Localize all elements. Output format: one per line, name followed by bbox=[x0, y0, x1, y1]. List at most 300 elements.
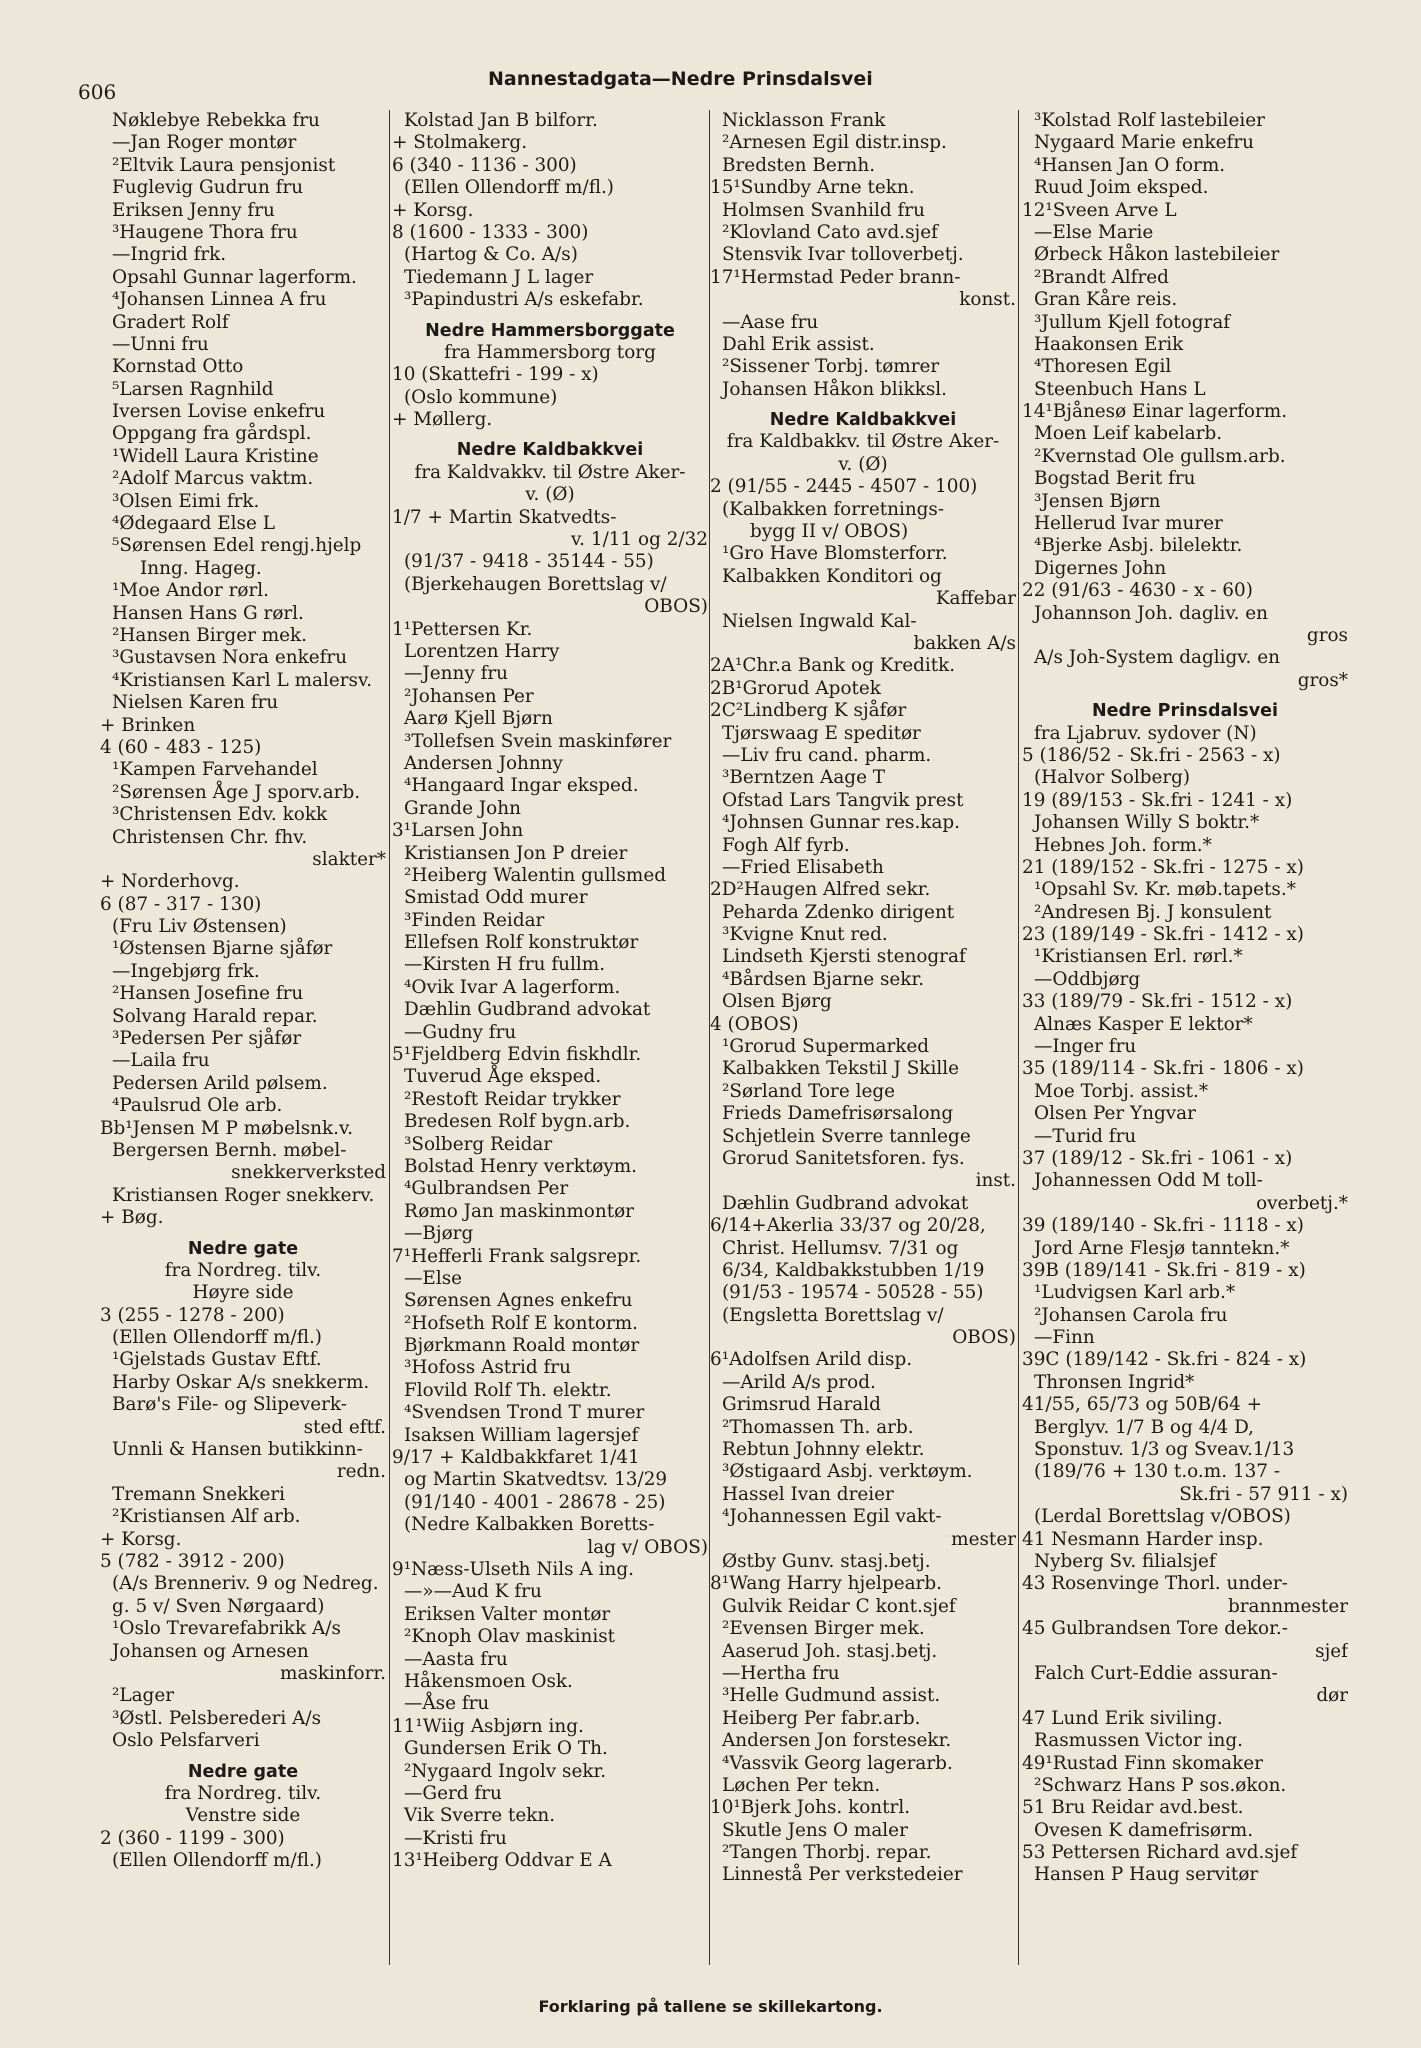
directory-line: fra Kaldvakkv. til Østre Aker- bbox=[414, 461, 686, 483]
directory-line: Flovild Rolf Th. elektr. bbox=[404, 1379, 612, 1401]
directory-line: Peharda Zdenko dirigent bbox=[722, 901, 955, 923]
directory-line: 9¹Næss-Ulseth Nils A ing. bbox=[392, 1559, 634, 1580]
directory-line: Ørbeck Håkon lastebileier bbox=[1034, 244, 1280, 266]
directory-line: 53 Pettersen Richard avd.sjef bbox=[1022, 1842, 1298, 1864]
directory-line: Holmsen Svanhild fru bbox=[722, 199, 925, 221]
directory-line: —Bjørg bbox=[404, 1223, 474, 1245]
directory-line: Ovesen K damefrisørm. bbox=[1034, 1819, 1254, 1841]
directory-line: 47 Lund Erik siviling. bbox=[1022, 1707, 1223, 1729]
directory-line: v. 1/11 og 2/32 bbox=[570, 529, 708, 551]
directory-line: ²Andresen Bj. J konsulent bbox=[1034, 901, 1272, 923]
directory-line: ²Arnesen Egil distr.insp. bbox=[722, 132, 947, 154]
directory-line: ²Hansen Josefine fru bbox=[112, 983, 304, 1005]
directory-line: g. 5 v/ Sven Nørgaard) bbox=[112, 1595, 325, 1617]
directory-line: ⁵Larsen Ragnhild bbox=[112, 378, 274, 400]
directory-line: 4 (60 - 483 - 125) bbox=[100, 736, 262, 758]
directory-line: 7¹Hefferli Frank salgsrepr. bbox=[392, 1245, 642, 1267]
running-head: Nannestadgata—Nedre Prinsdalsvei bbox=[488, 68, 873, 90]
directory-line: Nyberg Sv. filialsjef bbox=[1034, 1551, 1216, 1572]
directory-line: bakken A/s bbox=[913, 632, 1016, 654]
directory-line: ³Jullum Kjell fotograf bbox=[1034, 311, 1231, 333]
directory-line: Johansen Håkon blikksl. bbox=[722, 378, 948, 400]
directory-line: Hansen Hans G rørl. bbox=[112, 602, 304, 624]
directory-line: Pedersen Arild pølsem. bbox=[112, 1072, 328, 1094]
directory-line: Johannson Joh. dagliv. en bbox=[1034, 602, 1269, 624]
directory-line: Tremann Snekkeri bbox=[112, 1483, 286, 1505]
directory-line: ³Østl. Pelsberederi A/s bbox=[112, 1707, 322, 1729]
street-heading: Nedre Kaldbakkvei bbox=[456, 440, 644, 461]
directory-line: Kristiansen Jon P dreier bbox=[404, 842, 628, 864]
directory-line: Nielsen Karen fru bbox=[112, 692, 279, 714]
directory-line: ⁴Ovik Ivar A lagerform. bbox=[404, 976, 621, 998]
directory-line: Smistad Odd murer bbox=[404, 887, 588, 909]
directory-line: bygg II v/ OBOS) bbox=[750, 521, 909, 543]
directory-line: ³Pedersen Per sjåfør bbox=[112, 1028, 302, 1050]
directory-line: Ellefsen Rolf konstruktør bbox=[404, 932, 639, 954]
directory-line: snekkerverksted bbox=[231, 1162, 386, 1184]
directory-line: Stensvik Ivar tolloverbetj. bbox=[722, 244, 964, 266]
directory-line: ⁴Svendsen Trond T murer bbox=[404, 1402, 645, 1424]
directory-line: 2 (91/55 - 2445 - 4507 - 100) bbox=[710, 476, 978, 498]
directory-line: Isaksen William lagersjef bbox=[404, 1424, 639, 1446]
directory-line: —Liv fru cand. pharm. bbox=[722, 744, 932, 766]
directory-line: (Nedre Kalbakken Boretts- bbox=[404, 1514, 655, 1536]
directory-line: ³Olsen Eimi frk. bbox=[112, 490, 260, 512]
directory-line: Ofstad Lars Tangvik prest bbox=[722, 789, 964, 811]
street-heading: Nedre Prinsdalsvei bbox=[1092, 701, 1278, 722]
directory-line: —Inger fru bbox=[1034, 1036, 1137, 1058]
directory-line: fra Hammersborg torg bbox=[444, 341, 656, 363]
directory-line: Jord Arne Flesjø tanntekn.* bbox=[1034, 1237, 1290, 1259]
directory-line: konst. bbox=[959, 289, 1016, 311]
directory-line: brannmester bbox=[1227, 1595, 1348, 1617]
directory-line: Johansen Willy S boktr.* bbox=[1034, 812, 1260, 834]
directory-line: 15¹Sundby Arne tekn. bbox=[710, 177, 915, 199]
directory-line: (Bjerkehaugen Borettslag v/ bbox=[404, 573, 667, 595]
directory-line: ³Helle Gudmund assist. bbox=[722, 1685, 941, 1707]
directory-line: —Åse fru bbox=[404, 1693, 490, 1715]
directory-line: Dahl Erik assist. bbox=[722, 333, 875, 355]
directory-line: ²Sørensen Åge J sporv.arb. bbox=[112, 781, 361, 803]
directory-line: ¹Oslo Trevarefabrikk A/s bbox=[112, 1618, 341, 1640]
directory-line: ⁴Paulsrud Ole arb. bbox=[112, 1095, 283, 1117]
directory-line: Olsen Per Yngvar bbox=[1034, 1103, 1196, 1125]
directory-line: —Kirsten H fru fullm. bbox=[404, 954, 606, 976]
directory-line: Håkensmoen Osk. bbox=[404, 1670, 573, 1692]
directory-line: Rebtun Johnny elektr. bbox=[722, 1439, 925, 1461]
directory-line: + Brinken bbox=[100, 714, 196, 736]
directory-line: + Stolmakerg. bbox=[392, 132, 528, 154]
directory-line: 39C (189/142 - Sk.fri - 824 - x) bbox=[1022, 1349, 1307, 1371]
directory-line: 2 (360 - 1199 - 300) bbox=[100, 1827, 285, 1849]
directory-line: Alnæs Kasper E lektor* bbox=[1034, 1013, 1253, 1035]
street-heading: Nedre Hammersborggate bbox=[425, 320, 675, 341]
column-3 bbox=[710, 110, 1016, 1887]
directory-line: + Møllerg. bbox=[392, 409, 493, 431]
directory-line: Rømo Jan maskinmontør bbox=[404, 1200, 634, 1222]
directory-line: ¹Ludvigsen Karl arb.* bbox=[1034, 1282, 1236, 1304]
directory-line: Nøklebye Rebekka fru bbox=[112, 110, 320, 131]
directory-line: (Fru Liv Østensen) bbox=[112, 916, 287, 938]
directory-line: ³Jensen Bjørn bbox=[1034, 490, 1161, 512]
directory-line: ⁴Ødegaard Else L bbox=[112, 513, 275, 535]
column-rule-1 bbox=[389, 110, 390, 1965]
directory-line: Johansen og Arnesen bbox=[112, 1640, 309, 1662]
directory-line: 49¹Rustad Finn skomaker bbox=[1022, 1752, 1263, 1774]
directory-line: ²Restoft Reidar trykker bbox=[404, 1088, 621, 1110]
directory-line: ⁴Kristiansen Karl L malersv. bbox=[112, 669, 373, 691]
street-heading: Nedre gate bbox=[187, 1761, 299, 1782]
directory-line: Johannessen Odd M toll- bbox=[1034, 1170, 1263, 1192]
directory-line: + Bøg. bbox=[100, 1207, 164, 1229]
directory-line: Oslo Pelsfarveri bbox=[112, 1730, 260, 1752]
directory-line: 6 (340 - 1136 - 300) bbox=[392, 154, 577, 176]
directory-line: 39B (189/141 - Sk.fri - 819 - x) bbox=[1022, 1259, 1306, 1281]
directory-line: ³Haugene Thora fru bbox=[112, 221, 298, 243]
directory-line: Løchen Per tekn. bbox=[722, 1774, 881, 1796]
directory-line: (189/76 + 130 t.o.m. 137 - bbox=[1034, 1461, 1281, 1483]
directory-line: fra Nordreg. tilv. bbox=[164, 1259, 322, 1281]
directory-line: ²Kristiansen Alf arb. bbox=[112, 1506, 301, 1528]
directory-line: (Oslo kommune) bbox=[404, 386, 558, 408]
directory-line: Aarø Kjell Bjørn bbox=[404, 708, 553, 730]
directory-line: Iversen Lovise enkefru bbox=[112, 401, 326, 423]
directory-line: ²Knoph Olav maskinist bbox=[404, 1626, 616, 1648]
directory-line: 2D²Haugen Alfred sekr. bbox=[710, 879, 931, 901]
directory-line: (Lerdal Borettslag v/OBOS) bbox=[1034, 1506, 1291, 1528]
directory-line: 19 (89/153 - Sk.fri - 1241 - x) bbox=[1022, 789, 1293, 811]
directory-line: Haakonsen Erik bbox=[1034, 333, 1184, 355]
directory-line: Tiedemann J L lager bbox=[404, 266, 594, 288]
directory-line: ²Johansen Per bbox=[404, 685, 534, 707]
directory-line: (Kalbakken forretnings- bbox=[722, 498, 945, 520]
directory-line: Nicklasson Frank bbox=[722, 110, 886, 131]
directory-line: 5 (782 - 3912 - 200) bbox=[100, 1551, 285, 1572]
directory-line: ⁴Bårdsen Bjarne sekr. bbox=[722, 968, 925, 990]
directory-line: + Korsg. bbox=[392, 199, 474, 221]
directory-line: ¹Moe Andor rørl. bbox=[112, 580, 269, 602]
directory-line: ¹Kampen Farvehandel bbox=[112, 759, 318, 781]
directory-line: Olsen Bjørg bbox=[722, 991, 832, 1013]
directory-line: Sørensen Agnes enkefru bbox=[404, 1290, 633, 1312]
directory-line: ⁴Johansen Linnea A fru bbox=[112, 289, 327, 311]
directory-line: 6/34, Kaldbakkstubben 1/19 bbox=[722, 1259, 985, 1281]
directory-line: Venstre side bbox=[185, 1805, 301, 1827]
directory-line: ⁴Thoresen Egil bbox=[1034, 356, 1172, 378]
directory-line: Nielsen Ingwald Kal- bbox=[722, 610, 917, 632]
directory-line: Hebnes Joh. form.* bbox=[1034, 834, 1212, 856]
directory-line: ⁴Bjerke Asbj. bilelektr. bbox=[1034, 535, 1243, 557]
directory-line: Bogstad Berit fru bbox=[1034, 468, 1196, 490]
directory-line: ²Johansen Carola fru bbox=[1034, 1304, 1228, 1326]
directory-line: Oppgang fra gårdspl. bbox=[112, 423, 312, 445]
directory-line: 5¹Fjeldberg Edvin fiskhdlr. bbox=[392, 1044, 642, 1066]
street-heading: Nedre Kaldbakkvei bbox=[769, 410, 957, 431]
directory-line: ³Kvigne Knut red. bbox=[722, 924, 888, 946]
directory-line: Nygaard Marie enkefru bbox=[1034, 132, 1254, 154]
directory-line: ¹Kristiansen Erl. rørl.* bbox=[1034, 946, 1243, 968]
directory-line: ⁴Hansen Jan O form. bbox=[1034, 154, 1226, 176]
directory-line: Tuverud Åge eksped. bbox=[404, 1066, 602, 1088]
directory-line: ³Tollefsen Svein maskinfører bbox=[404, 730, 672, 752]
directory-line: 17¹Hermstad Peder brann- bbox=[710, 266, 961, 288]
directory-line: Dæhlin Gudbrand advokat bbox=[722, 1192, 969, 1214]
directory-line: 12¹Sveen Arve L bbox=[1022, 199, 1177, 221]
directory-line: maskinforr. bbox=[280, 1662, 386, 1684]
directory-line: 5 (186/52 - Sk.fri - 2563 - x) bbox=[1022, 744, 1281, 766]
directory-line: sted eftf. bbox=[303, 1416, 386, 1438]
directory-line: 1/7 + Martin Skatvedts- bbox=[392, 506, 617, 528]
directory-line: 10 (Skattefri - 199 - x) bbox=[392, 364, 599, 386]
directory-line: ⁴Johnsen Gunnar res.kap. bbox=[722, 812, 961, 834]
directory-line: Bergersen Bernh. møbel- bbox=[112, 1139, 347, 1161]
footer-note: Forklaring på tallene se skillekartong. bbox=[538, 1997, 883, 2016]
directory-line: —Gudny fru bbox=[404, 1021, 517, 1043]
directory-line: 8 (1600 - 1333 - 300) bbox=[392, 221, 589, 243]
directory-line: Digernes John bbox=[1034, 557, 1167, 579]
directory-line: Lorentzen Harry bbox=[404, 640, 560, 662]
directory-line: ²Adolf Marcus vaktm. bbox=[112, 468, 314, 490]
directory-line: ²Tangen Thorbj. repar. bbox=[722, 1842, 932, 1864]
directory-line: ²Heiberg Walentin gullsmed bbox=[404, 864, 666, 886]
directory-line: 6 (87 - 317 - 130) bbox=[100, 893, 262, 915]
directory-line: Tjørswaag E speditør bbox=[722, 722, 921, 744]
directory-line: Bredesen Rolf bygn.arb. bbox=[404, 1111, 631, 1133]
directory-line: 51 Bru Reidar avd.best. bbox=[1022, 1797, 1244, 1819]
directory-line: ²Klovland Cato avd.sjef bbox=[722, 221, 938, 243]
directory-line: —Gerd fru bbox=[404, 1782, 502, 1804]
directory-line: ³Solberg Reidar bbox=[404, 1133, 553, 1155]
directory-line: og Martin Skatvedtsv. 13/29 bbox=[404, 1469, 668, 1491]
directory-line: Andersen Johnny bbox=[404, 752, 563, 774]
directory-line: gros* bbox=[1297, 669, 1348, 691]
directory-line: ¹Grorud Supermarked bbox=[722, 1036, 930, 1058]
directory-line: —Jan Roger montør bbox=[112, 132, 297, 154]
directory-line: Solvang Harald repar. bbox=[112, 1005, 318, 1027]
directory-line: Linnestå Per verkstedeier bbox=[722, 1864, 963, 1886]
directory-line: 35 (189/114 - Sk.fri - 1806 - x) bbox=[1022, 1058, 1304, 1080]
directory-line: Hansen P Haug servitør bbox=[1034, 1864, 1259, 1886]
directory-line: 13¹Heiberg Oddvar E A bbox=[392, 1850, 612, 1872]
directory-line: 22 (91/63 - 4630 - x - 60) bbox=[1022, 580, 1253, 602]
directory-line: (Ellen Ollendorff m/fl.) bbox=[404, 177, 614, 199]
directory-line: 21 (189/152 - Sk.fri - 1275 - x) bbox=[1022, 856, 1304, 878]
directory-line: ²Lager bbox=[112, 1685, 174, 1707]
directory-line: 9/17 + Kaldbakkfaret 1/41 bbox=[392, 1447, 640, 1469]
directory-line: ⁴Vassvik Georg lagerarb. bbox=[722, 1752, 953, 1774]
directory-line: Gundersen Erik O Th. bbox=[404, 1738, 608, 1760]
directory-line: ¹Gro Have Blomsterforr. bbox=[722, 543, 948, 565]
directory-line: —Finn bbox=[1034, 1327, 1095, 1349]
directory-line: Barø's File- og Slipeverk- bbox=[112, 1394, 347, 1416]
directory-line: A/s Joh-System dagligv. en bbox=[1034, 647, 1280, 669]
column-4 bbox=[1022, 110, 1348, 1887]
directory-line: 23 (189/149 - Sk.fri - 1412 - x) bbox=[1022, 924, 1304, 946]
directory-line: Dæhlin Gudbrand advokat bbox=[404, 999, 651, 1021]
directory-line: 4 (OBOS) bbox=[710, 1013, 799, 1035]
directory-line: OBOS) bbox=[644, 596, 708, 618]
directory-line: Bjørkmann Roald montør bbox=[404, 1335, 640, 1357]
directory-line: mester bbox=[951, 1528, 1016, 1550]
column-2 bbox=[392, 110, 708, 1872]
directory-line: Østby Gunv. stasj.betj. bbox=[722, 1551, 931, 1572]
directory-line: 2C²Lindberg K sjåfør bbox=[710, 700, 907, 722]
directory-line: inst. bbox=[975, 1170, 1016, 1192]
directory-line: —Oddbjørg bbox=[1034, 968, 1141, 990]
directory-line: Steenbuch Hans L bbox=[1034, 378, 1206, 400]
directory-line: Harby Oskar A/s snekkerm. bbox=[112, 1371, 370, 1393]
directory-line: —Jenny fru bbox=[404, 663, 509, 685]
directory-line: —Kristi fru bbox=[404, 1827, 507, 1849]
directory-line: ²Eltvik Laura pensjonist bbox=[112, 154, 336, 176]
directory-line: + Norderhovg. bbox=[100, 871, 240, 893]
directory-line: Kalbakken Konditori og bbox=[722, 565, 942, 587]
directory-line: 1¹Pettersen Kr. bbox=[392, 618, 533, 640]
directory-line: ²Thomassen Th. arb. bbox=[722, 1416, 914, 1438]
column-rule-3 bbox=[1018, 110, 1019, 1965]
directory-line: —Aasta fru bbox=[404, 1648, 508, 1670]
street-heading: Nedre gate bbox=[187, 1238, 299, 1259]
directory-line: ⁴Hangaard Ingar eksped. bbox=[404, 775, 639, 797]
directory-line: —Laila fru bbox=[112, 1050, 210, 1072]
directory-line: Grimsrud Harald bbox=[722, 1394, 881, 1416]
column-1 bbox=[100, 110, 386, 1872]
directory-line: —Ingebjørg frk. bbox=[112, 960, 260, 982]
directory-line: fra Ljabruv. sydover (N) bbox=[1034, 722, 1257, 744]
directory-line: Heiberg Per fabr.arb. bbox=[722, 1707, 921, 1729]
directory-line: Falch Curt-Eddie assuran- bbox=[1034, 1662, 1278, 1684]
directory-line: Gradert Rolf bbox=[112, 311, 229, 333]
directory-line: 41/55, 65/73 og 50B/64 + bbox=[1022, 1394, 1262, 1416]
directory-line: Fogh Alf fyrb. bbox=[722, 834, 850, 856]
directory-line: Bredsten Bernh. bbox=[722, 154, 876, 176]
directory-line: Høyre side bbox=[192, 1282, 294, 1304]
directory-line: slakter* bbox=[312, 848, 386, 870]
directory-line: v. (Ø) bbox=[525, 484, 575, 506]
page-number: 606 bbox=[78, 80, 117, 104]
directory-line: Moen Leif kabelarb. bbox=[1034, 423, 1223, 445]
directory-line: ⁴Gulbrandsen Per bbox=[404, 1178, 569, 1200]
directory-line: ²Sissener Torbj. tømrer bbox=[722, 356, 940, 378]
directory-line: Sponstuv. 1/3 og Sveav.1/13 bbox=[1034, 1439, 1295, 1461]
directory-line: Unnli & Hansen butikkinn- bbox=[112, 1439, 363, 1461]
directory-line: (Halvor Solberg) bbox=[1034, 767, 1191, 789]
directory-line: —Fried Elisabeth bbox=[722, 856, 884, 878]
directory-line: ³Papindustri A/s eskefabr. bbox=[404, 289, 644, 311]
directory-line: ²Kvernstad Ole gullsm.arb. bbox=[1034, 445, 1286, 467]
directory-line: Grorud Sanitetsforen. fys. bbox=[722, 1147, 965, 1169]
directory-line: Frieds Damefrisørsalong bbox=[722, 1103, 954, 1125]
directory-line: Lindseth Kjersti stenograf bbox=[722, 946, 966, 968]
directory-line: ²Schwarz Hans P sos.økon. bbox=[1034, 1774, 1287, 1796]
directory-line: ²Sørland Tore lege bbox=[722, 1080, 895, 1102]
directory-line: ²Evensen Birger mek. bbox=[722, 1618, 925, 1640]
directory-line: Schjetlein Sverre tannlege bbox=[722, 1125, 971, 1147]
directory-line: Ruud Joim eksped. bbox=[1034, 177, 1209, 199]
directory-line: OBOS) bbox=[952, 1327, 1016, 1349]
directory-line: —Ingrid frk. bbox=[112, 244, 227, 266]
directory-line: 6¹Adolfsen Arild disp. bbox=[710, 1349, 913, 1371]
directory-line: sjef bbox=[1315, 1640, 1348, 1662]
directory-line: Berglyv. 1/7 B og 4/4 D, bbox=[1034, 1416, 1255, 1438]
directory-line: ¹Østensen Bjarne sjåfør bbox=[112, 938, 333, 960]
directory-line: ⁵Sørensen Edel rengj.hjelp bbox=[112, 535, 362, 557]
directory-line: —»—Aud K fru bbox=[404, 1581, 542, 1603]
directory-line: ¹Gjelstads Gustav Eftf. bbox=[112, 1349, 322, 1371]
directory-line: overbetj.* bbox=[1256, 1192, 1348, 1214]
directory-line: Grande John bbox=[404, 797, 521, 819]
directory-line: ²Hansen Birger mek. bbox=[112, 624, 308, 646]
directory-line: ⁴Johannessen Egil vakt- bbox=[722, 1506, 942, 1528]
directory-line: Opsahl Gunnar lagerform. bbox=[112, 266, 357, 288]
directory-line: ³Hofoss Astrid fru bbox=[404, 1357, 571, 1379]
directory-line: Rasmussen Victor ing. bbox=[1034, 1730, 1243, 1752]
directory-line: ¹Opsahl Sv. Kr. møb.tapets.* bbox=[1034, 879, 1296, 901]
directory-line: ²Brandt Alfred bbox=[1034, 266, 1169, 288]
directory-line: redn. bbox=[336, 1461, 386, 1483]
directory-line: 3 (255 - 1278 - 200) bbox=[100, 1304, 285, 1326]
directory-line: 33 (189/79 - Sk.fri - 1512 - x) bbox=[1022, 991, 1293, 1013]
directory-line: —Hertha fru bbox=[722, 1662, 840, 1684]
directory-line: ³Kolstad Rolf lastebileier bbox=[1034, 110, 1265, 131]
directory-line: Sk.fri - 57 911 - x) bbox=[1179, 1483, 1348, 1505]
directory-line: (91/140 - 4001 - 28678 - 25) bbox=[404, 1491, 666, 1513]
directory-line: (Hartog & Co. A/s) bbox=[404, 244, 578, 266]
directory-line: Thronsen Ingrid* bbox=[1034, 1371, 1195, 1393]
directory-line: (Ellen Ollendorff m/fl.) bbox=[112, 1327, 322, 1349]
directory-line: + Korsg. bbox=[100, 1528, 182, 1550]
directory-line: Christ. Hellumsv. 7/31 og bbox=[722, 1237, 959, 1259]
directory-line: 8¹Wang Harry hjelpearb. bbox=[710, 1573, 942, 1595]
directory-line: ³Berntzen Aage T bbox=[722, 767, 886, 789]
directory-line: (Ellen Ollendorff m/fl.) bbox=[112, 1850, 322, 1872]
directory-line: (A/s Brenneriv. 9 og Nedreg. bbox=[112, 1573, 379, 1595]
directory-line: Kolstad Jan B bilforr. bbox=[404, 110, 598, 131]
directory-line: ²Nygaard Ingolv sekr. bbox=[404, 1760, 607, 1782]
directory-line: Bolstad Henry verktøym. bbox=[404, 1155, 638, 1177]
directory-line: 2A¹Chr.a Bank og Kreditk. bbox=[710, 655, 956, 677]
directory-line: Andersen Jon forstesekr. bbox=[722, 1730, 952, 1752]
directory-line: dør bbox=[1316, 1685, 1348, 1707]
directory-line: (Engsletta Borettslag v/ bbox=[722, 1304, 944, 1326]
directory-line: Bb¹Jensen M P møbelsnk.v. bbox=[100, 1117, 354, 1139]
directory-line: Gran Kåre reis. bbox=[1034, 289, 1178, 311]
directory-line: v. (Ø) bbox=[838, 453, 888, 475]
directory-line: ¹Widell Laura Kristine bbox=[112, 445, 319, 467]
directory-line: Skutle Jens O maler bbox=[722, 1819, 908, 1841]
directory-line: Kornstad Otto bbox=[112, 356, 244, 378]
directory-line: (91/53 - 19574 - 50528 - 55) bbox=[722, 1282, 984, 1304]
directory-line: gros bbox=[1306, 624, 1348, 646]
directory-line: —Turid fru bbox=[1034, 1125, 1137, 1147]
directory-line: 45 Gulbrandsen Tore dekor.- bbox=[1022, 1618, 1288, 1640]
directory-line: (91/37 - 9418 - 35144 - 55) bbox=[404, 551, 654, 573]
directory-line: 43 Rosenvinge Thorl. under- bbox=[1022, 1573, 1288, 1595]
directory-line: 2B¹Grorud Apotek bbox=[710, 677, 881, 699]
directory-line: Fuglevig Gudrun fru bbox=[112, 177, 304, 199]
directory-line: 39 (189/140 - Sk.fri - 1118 - x) bbox=[1022, 1215, 1304, 1237]
directory-line: Kaffebar bbox=[935, 588, 1016, 610]
directory-line: ²Hofseth Rolf E kontorm. bbox=[404, 1312, 639, 1334]
directory-line: 37 (189/12 - Sk.fri - 1061 - x) bbox=[1022, 1147, 1293, 1169]
directory-line: ³Gustavsen Nora enkefru bbox=[112, 647, 348, 669]
directory-line: Kristiansen Roger snekkerv. bbox=[112, 1184, 375, 1206]
directory-line: ³Finden Reidar bbox=[404, 909, 545, 931]
directory-line: 6/14+Akerlia 33/37 og 20/28, bbox=[710, 1215, 986, 1237]
directory-line: fra Kaldbakkv. til Østre Aker- bbox=[726, 431, 1000, 453]
directory-line: Moe Torbj. assist.* bbox=[1034, 1080, 1209, 1102]
directory-line: ³Christensen Edv. kokk bbox=[112, 804, 328, 826]
